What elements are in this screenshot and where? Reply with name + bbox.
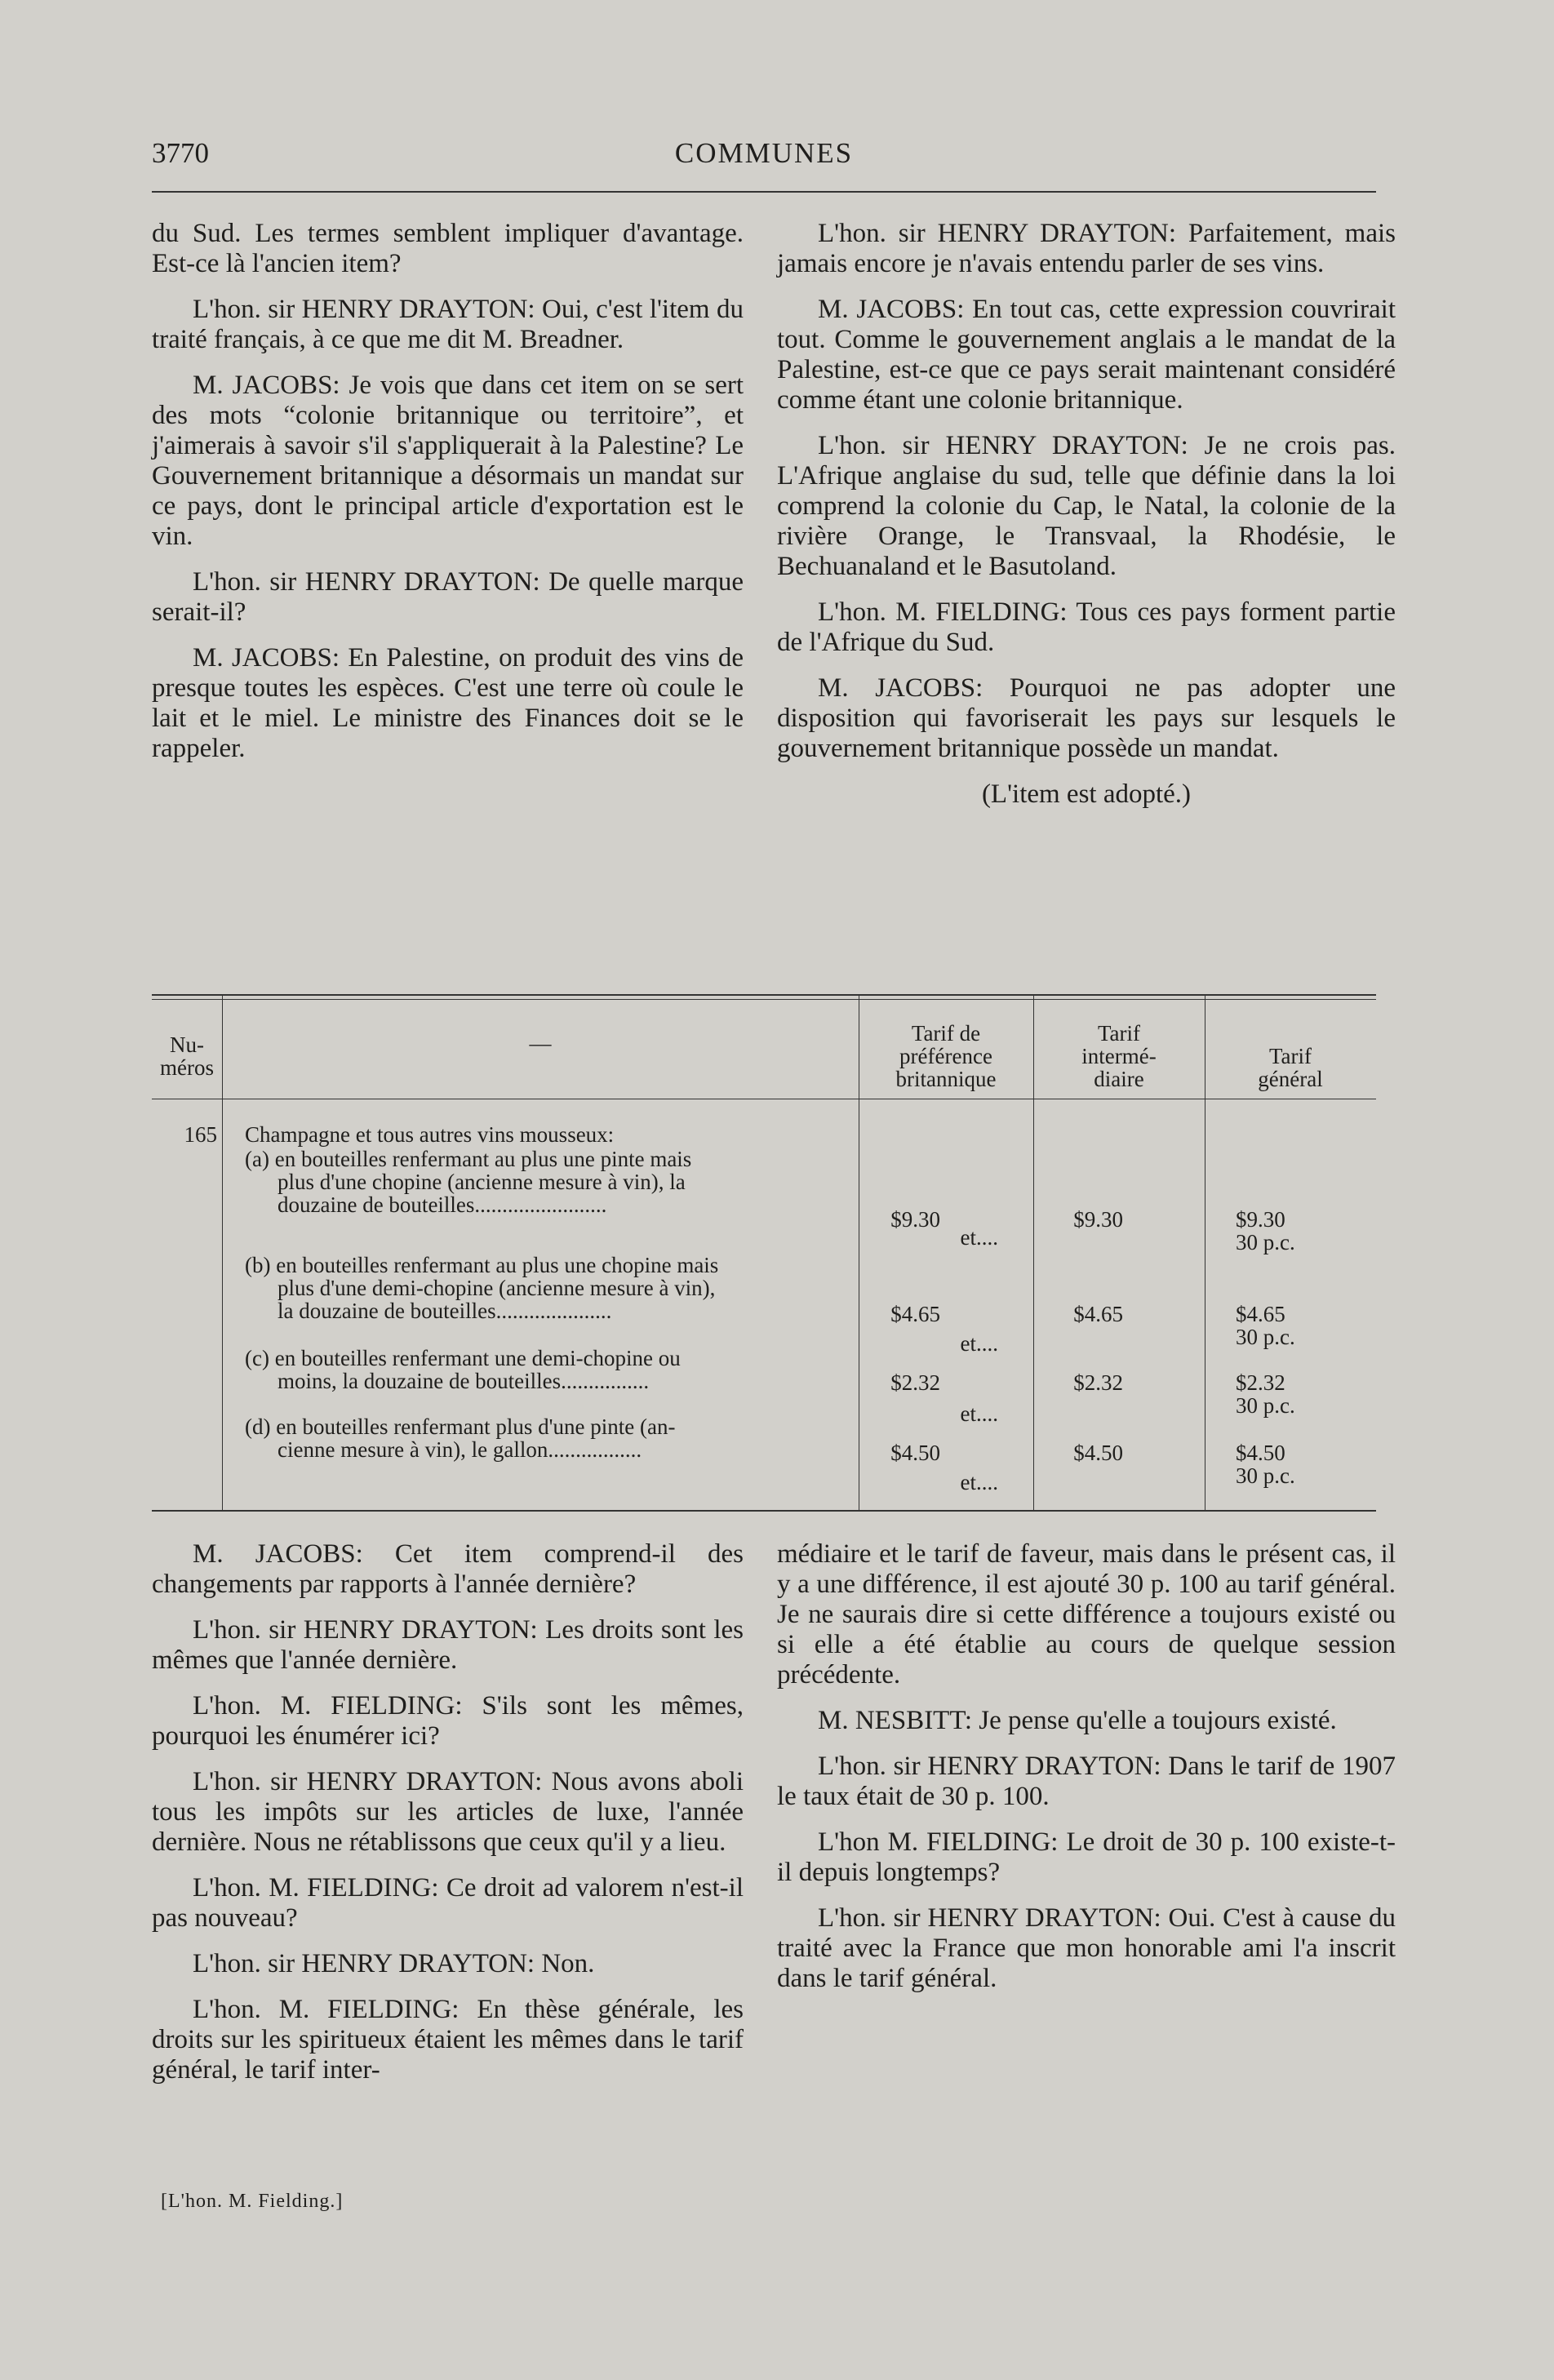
rate-intermediaire: $4.65: [1073, 1302, 1123, 1326]
item-adopted-note: (L'item est adopté.): [981, 779, 1192, 809]
paragraph: L'hon. M. FIELDING: Tous ces pays forment partie de l'Afrique du Sud.: [777, 597, 1396, 657]
paragraph: médiaire et le tarif de faveur, mais dans le présent cas, il y a une différence, il est ajouté 30 p. 100 au tarif général. Je ne saurais dire si cette différence a toujours existé ou si elle a été établie au cours de quelque session précédente.: [777, 1539, 1396, 1690]
paragraph: L'hon. sir HENRY DRAYTON: Parfaitement, mais jamais encore je n'avais entendu parler de ses vins.: [777, 219, 1396, 278]
paragraph: L'hon. sir HENRY DRAYTON: Oui, c'est l'item du traité français, à ce que me dit M. Breadner.: [152, 295, 744, 354]
paragraph: L'hon. sir HENRY DRAYTON: Nous avons aboli tous les impôts sur les articles de luxe, l'année dernière. Nous ne rétablissons que ceux qu'il y a lieu.: [152, 1767, 744, 1857]
paragraph: L'hon. sir HENRY DRAYTON: Non.: [193, 1949, 595, 1978]
upper-right-column: [777, 219, 1396, 825]
table-top-rule-thin: [152, 999, 1376, 1000]
paragraph: L'hon. sir HENRY DRAYTON: De quelle marque serait-il?: [152, 567, 744, 627]
row-et: et....: [960, 1331, 998, 1356]
table-top-rule: [152, 994, 1376, 996]
row-label-line: (c) en bouteilles renfermant une demi-chopine ou: [245, 1346, 681, 1370]
paragraph: M. JACOBS: Je vois que dans cet item on se sert des mots “colonie britannique ou territoire”, et j'aimerais à savoir s'il s'appliquerait à la Palestine? Le Gouvernement britannique a désormais un mandat sur ce pays, dont le principal article d'exportation est le vin.: [152, 371, 744, 551]
page-number: 3770: [152, 137, 209, 169]
paragraph: L'hon. sir HENRY DRAYTON: Oui. C'est à cause du traité avec la France que mon honorable ami l'a inscrit dans le tarif général.: [777, 1903, 1396, 1993]
row-et: et....: [960, 1470, 998, 1494]
paragraph: L'hon. sir HENRY DRAYTON: Je ne crois pas. L'Afrique anglaise du sud, telle que définie dans la loi comprend la colonie du Cap, le Natal, la colonie de la rivière Orange, le Transvaal, la Rhodésie, le Bechuanaland et le Basutoland.: [777, 431, 1396, 581]
rate-general-ad-valorem: 30 p.c.: [1236, 1325, 1295, 1349]
paragraph: M. NESBITT: Je pense qu'elle a toujours existé.: [818, 1706, 1337, 1735]
header-general: Tarif général: [1258, 1044, 1323, 1091]
paragraph: L'hon. sir HENRY DRAYTON: Les droits sont les mêmes que l'année dernière.: [152, 1615, 744, 1675]
paragraph: L'hon. M. FIELDING: Ce droit ad valorem n'est-il pas nouveau?: [152, 1873, 744, 1933]
row-label-line: douzaine de bouteilles........................: [278, 1192, 607, 1217]
rate-general-ad-valorem: 30 p.c.: [1236, 1463, 1295, 1488]
header-numeros: Nu- méros: [160, 1032, 214, 1080]
header-preference: Tarif de préférence britannique: [895, 1021, 997, 1091]
paragraph: L'hon. sir HENRY DRAYTON: Dans le tarif de 1907 le taux était de 30 p. 100.: [777, 1752, 1396, 1811]
rate-general-ad-valorem: 30 p.c.: [1236, 1393, 1295, 1418]
upper-left-column: [152, 219, 744, 779]
table-row: [245, 1148, 1000, 1249]
paragraph: M. JACOBS: Pourquoi ne pas adopter une disposition qui favoriserait les pays sur lesquels le gouvernement britannique possède un mandat.: [777, 673, 1396, 763]
row-label-line: moins, la douzaine de bouteilles................: [278, 1369, 650, 1393]
row-label-line: la douzaine de bouteilles.....................: [278, 1299, 612, 1323]
rate-general: $9.30: [1236, 1207, 1285, 1232]
rate-intermediaire: $4.50: [1073, 1441, 1123, 1465]
tariff-table: [152, 994, 1376, 1512]
rate-general-ad-valorem: 30 p.c.: [1236, 1230, 1295, 1254]
table-bottom-rule: [152, 1510, 1376, 1512]
rate-general: $2.32: [1236, 1370, 1285, 1395]
row-label-line: (a) en bouteilles renfermant au plus une pinte mais: [245, 1147, 692, 1171]
row-label-line: plus d'une chopine (ancienne mesure à vin), la: [278, 1170, 686, 1194]
rate-intermediaire: $9.30: [1073, 1207, 1123, 1232]
row-label-line: (b) en bouteilles renfermant au plus une chopine mais: [245, 1253, 719, 1277]
lower-left-column: [152, 1539, 744, 2101]
item-description: [245, 1123, 1000, 1148]
header-description: —: [529, 1031, 552, 1055]
row-label-line: (d) en bouteilles renfermant plus d'une pinte (an-: [245, 1414, 676, 1439]
rate-preference: $9.30: [890, 1207, 940, 1232]
item-number: 165: [184, 1122, 217, 1147]
paragraph: M. JACOBS: En Palestine, on produit des vins de presque toutes les espèces. C'est une terre où coule le lait et le miel. Le ministre des Finances doit se le rappeler.: [152, 643, 744, 763]
paragraph: L'hon. M. FIELDING: En thèse générale, les droits sur les spiritueux étaient les mêmes dans le tarif général, le tarif inter-: [152, 1995, 744, 2085]
item-description-head: Champagne et tous autres vins mousseux:: [245, 1122, 615, 1147]
rate-general: $4.65: [1236, 1302, 1285, 1326]
row-label-line: plus d'une demi-chopine (ancienne mesure à vin),: [278, 1276, 716, 1300]
page-title: COMMUNES: [674, 137, 854, 169]
paragraph: M. JACOBS: Cet item comprend-il des changements par rapports à l'année dernière?: [152, 1539, 744, 1599]
header-rule: [152, 191, 1376, 193]
paragraph: du Sud. Les termes semblent impliquer d'avantage. Est-ce là l'ancien item?: [152, 219, 744, 278]
rate-intermediaire: $2.32: [1073, 1370, 1123, 1395]
rate-preference: $4.50: [890, 1441, 940, 1465]
row-label-line: cienne mesure à vin), le gallon.................: [278, 1437, 642, 1462]
paragraph: M. JACOBS: En tout cas, cette expression couvrirait tout. Comme le gouvernement anglais a le mandat de la Palestine, est-ce que ce pays serait maintenant considéré comme étant une colonie britannique.: [777, 295, 1396, 415]
header-intermediaire: Tarif intermé- diaire: [1081, 1021, 1157, 1091]
row-et: et....: [960, 1225, 998, 1250]
lower-right-column: [777, 1539, 1396, 2009]
footer-speaker-note: [L'hon. M. Fielding.]: [161, 2191, 344, 2212]
paragraph: L'hon M. FIELDING: Le droit de 30 p. 100 existe-t-il depuis longtemps?: [777, 1827, 1396, 1887]
rate-preference: $2.32: [890, 1370, 940, 1395]
column-divider: [222, 994, 223, 1512]
row-et: et....: [960, 1401, 998, 1426]
running-head: [152, 137, 1376, 178]
rate-preference: $4.65: [890, 1302, 940, 1326]
paragraph: L'hon. M. FIELDING: S'ils sont les mêmes, pourquoi les énumérer ici?: [152, 1691, 744, 1751]
rate-general: $4.50: [1236, 1441, 1285, 1465]
